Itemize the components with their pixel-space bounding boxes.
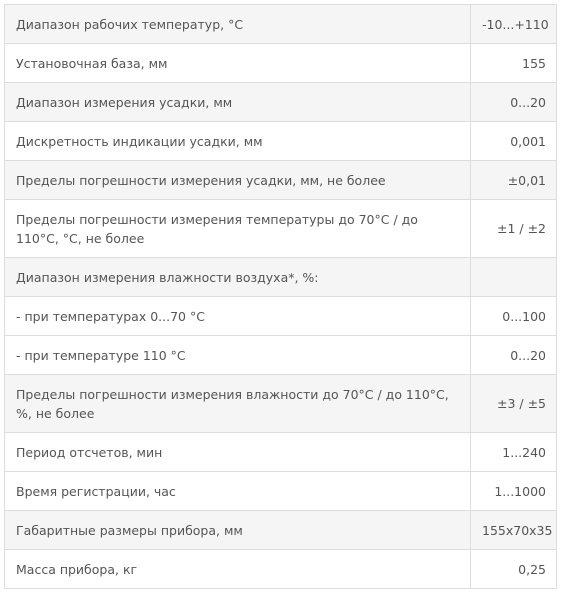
table-row [5,83,557,122]
param-value: 1...1000 [471,472,557,511]
table-row [5,472,557,511]
param-name: Габаритные размеры прибора, мм [5,511,471,550]
param-value: ±1 / ±2 [471,200,557,258]
param-name: Дискретность индикации усадки, мм [5,122,471,161]
table-row [5,336,557,375]
spec-table [4,4,557,589]
param-name: Диапазон рабочих температур, °C [5,5,471,44]
param-value: 1...240 [471,433,557,472]
table-row [5,161,557,200]
param-value: 0...20 [471,336,557,375]
table-row [5,375,557,433]
table-row [5,122,557,161]
param-value: 0...100 [471,297,557,336]
table-row [5,550,557,589]
param-name: - при температурах 0...70 °С [5,297,471,336]
param-value: ±0,01 [471,161,557,200]
param-value [471,258,557,297]
param-name: Время регистрации, час [5,472,471,511]
table-row [5,433,557,472]
param-name: Диапазон измерения влажности воздуха*, %: [5,258,471,297]
param-name: - при температуре 110 °С [5,336,471,375]
param-name: Пределы погрешности измерения усадки, мм, не более [5,161,471,200]
param-name: Установочная база, мм [5,44,471,83]
param-value: 0,001 [471,122,557,161]
param-name: Диапазон измерения усадки, мм [5,83,471,122]
param-value: 155х70х35 [471,511,557,550]
param-name: Масса прибора, кг [5,550,471,589]
param-value: 0...20 [471,83,557,122]
param-value: -10...+110 [471,5,557,44]
param-value: 0,25 [471,550,557,589]
table-row [5,297,557,336]
table-row [5,200,557,258]
table-row [5,44,557,83]
param-value: 155 [471,44,557,83]
param-name: Период отсчетов, мин [5,433,471,472]
param-name: Пределы погрешности измерения температуры до 70°С / до 110°С, °С, не более [5,200,471,258]
param-name: Пределы погрешности измерения влажности до 70°С / до 110°С, %, не более [5,375,471,433]
table-row [5,5,557,44]
spec-table-container [4,4,556,589]
table-row [5,511,557,550]
param-value: ±3 / ±5 [471,375,557,433]
table-row [5,258,557,297]
